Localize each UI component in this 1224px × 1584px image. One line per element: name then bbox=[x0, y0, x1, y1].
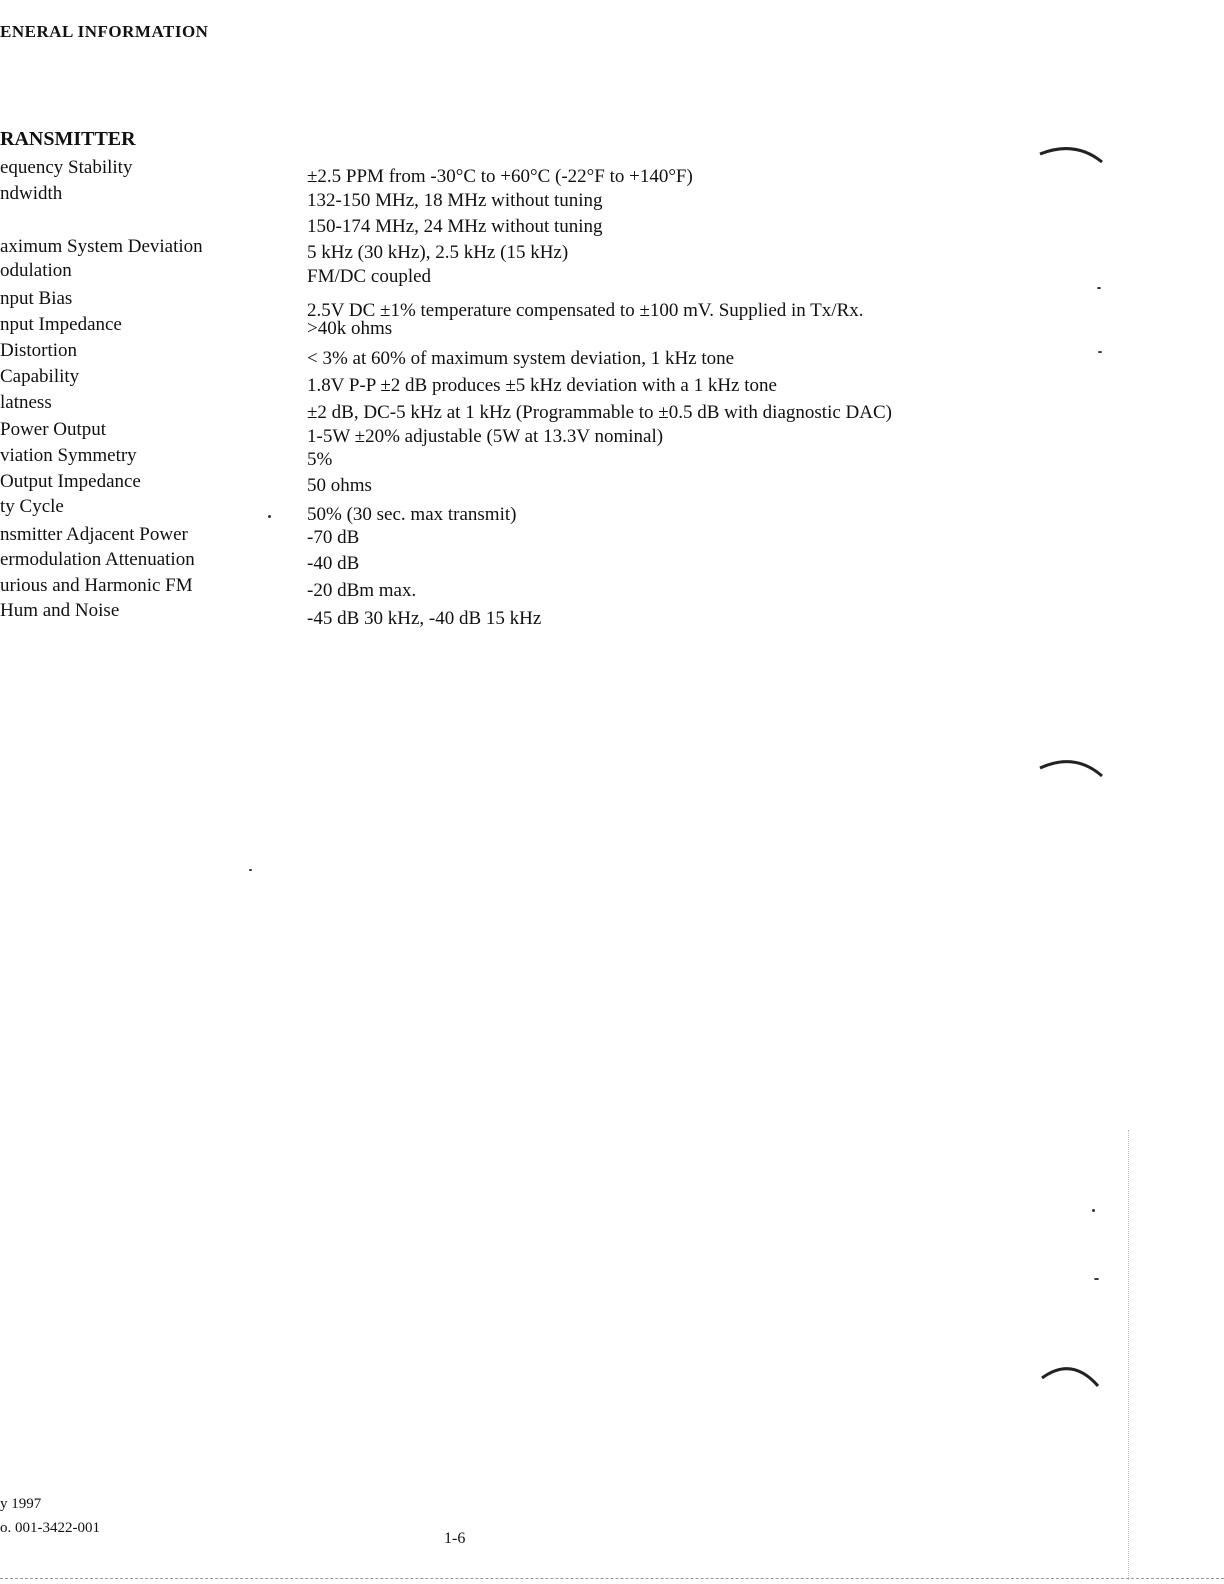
bottom-divider bbox=[0, 1578, 1224, 1579]
spec-value: FM/DC coupled bbox=[307, 266, 432, 287]
spec-label: urious and Harmonic FM bbox=[0, 575, 193, 596]
scan-speck bbox=[1094, 1278, 1099, 1280]
spec-value: < 3% at 60% of maximum system deviation, 1 kHz tone bbox=[307, 348, 735, 369]
page-number: 1-6 bbox=[444, 1530, 466, 1547]
spec-label: latness bbox=[0, 392, 52, 413]
scan-speck bbox=[1098, 351, 1102, 353]
footer-doc-number: o. 001-3422-001 bbox=[0, 1520, 100, 1536]
spec-label: nput Impedance bbox=[0, 314, 122, 335]
binder-hole-mark bbox=[1030, 1356, 1110, 1390]
spec-label: nsmitter Adjacent Power bbox=[0, 524, 188, 545]
spec-value: >40k ohms bbox=[307, 318, 393, 339]
page-header: ENERAL INFORMATION bbox=[0, 22, 209, 41]
spec-label: Capability bbox=[0, 366, 80, 387]
scan-speck bbox=[268, 515, 271, 518]
binder-hole-mark bbox=[1030, 752, 1110, 782]
spec-value: 2.5V DC ±1% temperature compensated to ±100 mV. Supplied in Tx/Rx. bbox=[307, 300, 864, 321]
scan-speck bbox=[1097, 287, 1101, 289]
spec-label: ty Cycle bbox=[0, 496, 64, 517]
scan-speck bbox=[249, 869, 252, 871]
spec-value: ±2.5 PPM from -30°C to +60°C (-22°F to +140°F) bbox=[307, 166, 693, 187]
scan-edge-line bbox=[1128, 1130, 1129, 1580]
spec-label: Output Impedance bbox=[0, 471, 141, 492]
scan-speck bbox=[1092, 1209, 1095, 1212]
spec-label: Power Output bbox=[0, 419, 107, 440]
spec-value: ±2 dB, DC-5 kHz at 1 kHz (Programmable to ±0.5 dB with diagnostic DAC) bbox=[307, 402, 892, 423]
section-title: RANSMITTER bbox=[0, 128, 136, 150]
spec-value: -40 dB bbox=[307, 553, 360, 574]
spec-label: ndwidth bbox=[0, 183, 63, 204]
spec-value: -45 dB 30 kHz, -40 dB 15 kHz bbox=[307, 608, 542, 629]
spec-label: ermodulation Attenuation bbox=[0, 549, 195, 570]
spec-value: 1.8V P-P ±2 dB produces ±5 kHz deviation with a 1 kHz tone bbox=[307, 375, 777, 396]
spec-value: -20 dBm max. bbox=[307, 580, 417, 601]
spec-label: Distortion bbox=[0, 340, 78, 361]
binder-hole-mark bbox=[1030, 140, 1110, 170]
spec-label: aximum System Deviation bbox=[0, 236, 203, 257]
spec-label: odulation bbox=[0, 260, 72, 281]
spec-label: Hum and Noise bbox=[0, 600, 120, 621]
spec-value: 5% bbox=[307, 449, 333, 470]
spec-value: 1-5W ±20% adjustable (5W at 13.3V nominal) bbox=[307, 426, 664, 447]
spec-label: equency Stability bbox=[0, 157, 133, 178]
footer-date: y 1997 bbox=[0, 1496, 42, 1512]
spec-value: 50 ohms bbox=[307, 475, 372, 496]
spec-value: -70 dB bbox=[307, 527, 360, 548]
spec-value: 50% (30 sec. max transmit) bbox=[307, 504, 517, 525]
spec-value: 150-174 MHz, 24 MHz without tuning bbox=[307, 216, 603, 237]
spec-value: 132-150 MHz, 18 MHz without tuning bbox=[307, 190, 603, 211]
spec-label: nput Bias bbox=[0, 288, 73, 309]
spec-label: viation Symmetry bbox=[0, 445, 137, 466]
spec-value: 5 kHz (30 kHz), 2.5 kHz (15 kHz) bbox=[307, 242, 569, 263]
